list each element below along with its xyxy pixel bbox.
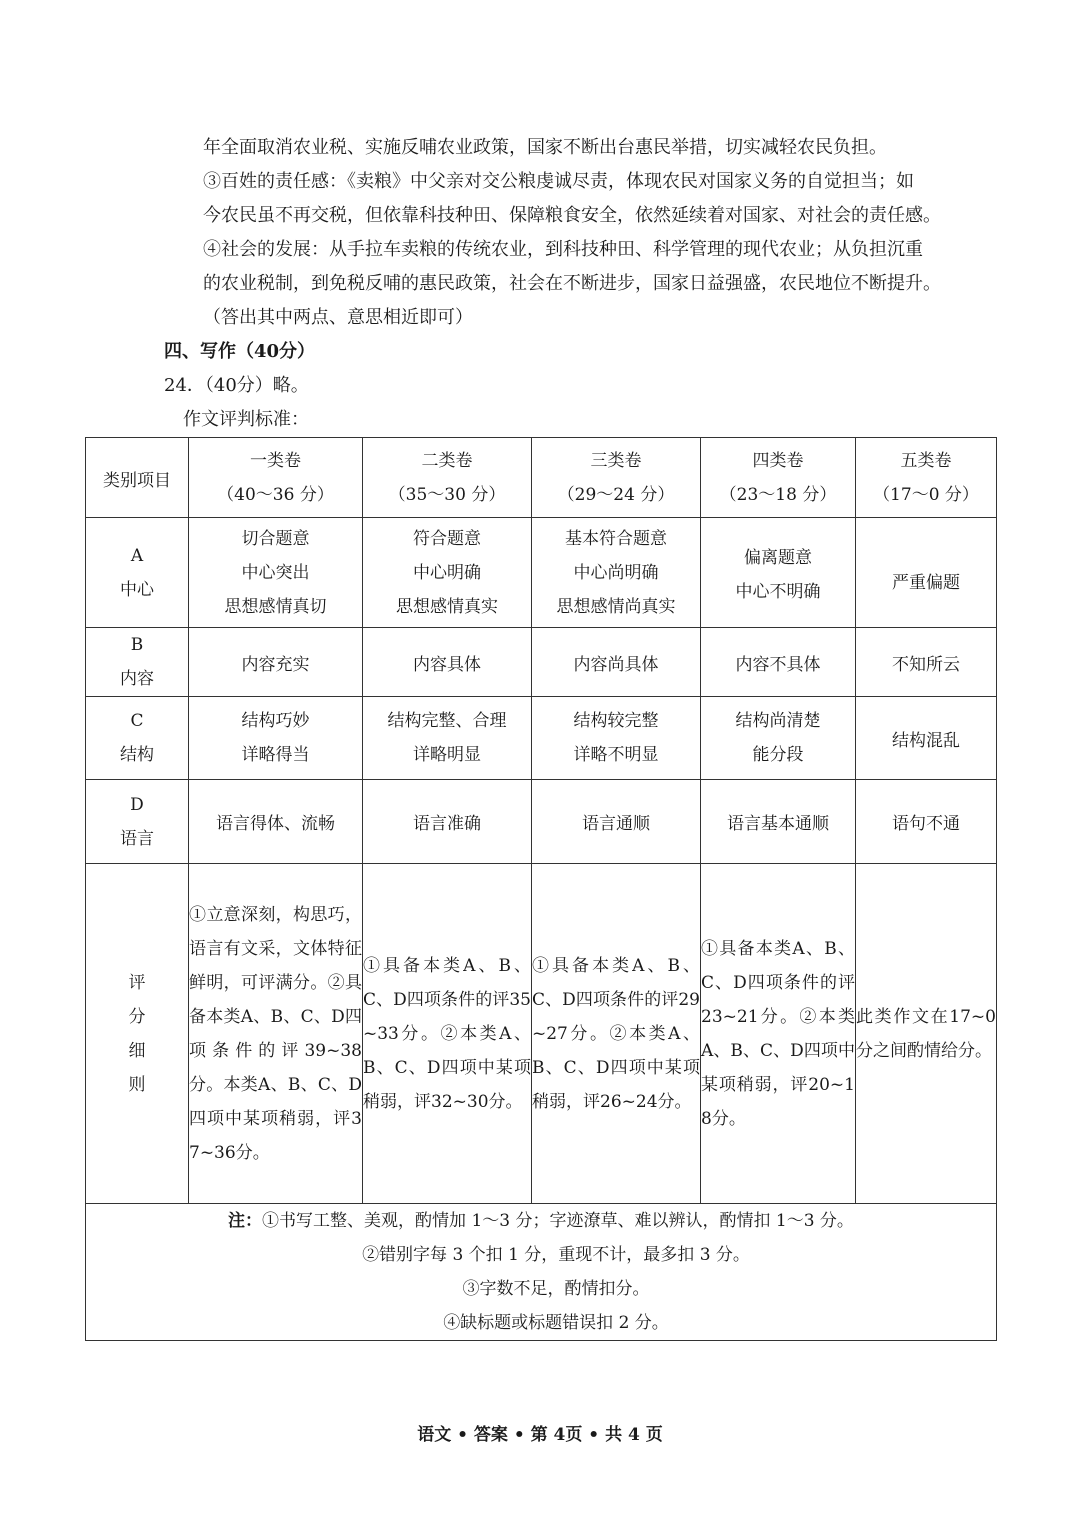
table-cell: ①具备本类A、B、C、D四项条件的评29~27分。②本类A、B、C、D四项中某项稍弱，评26~24分。 <box>532 864 701 1204</box>
paragraph-line: ③百姓的责任感：《卖粮》中父亲对交公粮虔诚尽责，体现农民对国家义务的自觉担当；如 <box>203 171 914 192</box>
note-item: ④缺标题或标题错误扣 2 分。 <box>443 1313 669 1333</box>
header-corner: 类别项目 <box>86 438 189 518</box>
row-label: D 语言 <box>86 780 189 864</box>
row-label: B 内容 <box>86 628 189 697</box>
table-row-a <box>86 518 997 628</box>
table-cell: 结构较完整 详略不明显 <box>532 697 701 780</box>
table-cell: 基本符合题意 中心尚明确 思想感情尚真实 <box>532 518 701 628</box>
table-cell: 内容尚具体 <box>532 628 701 697</box>
header-col-3: 三类卷 （29～24 分） <box>532 438 701 518</box>
table-cell: 语言准确 <box>363 780 532 864</box>
table-cell: 语句不通 <box>856 780 997 864</box>
page-footer: 语文 • 答案 • 第 4页 • 共 4 页 <box>417 1425 663 1445</box>
table-cell: 内容不具体 <box>701 628 856 697</box>
paragraph-line: 年全面取消农业税、实施反哺农业政策，国家不断出台惠民举措，切实减轻农民负担。 <box>203 137 887 158</box>
table-cell: 语言通顺 <box>532 780 701 864</box>
table-notes-row <box>86 1204 997 1341</box>
table-header-row <box>86 438 997 518</box>
paragraph-line: 今农民虽不再交税，但依靠科技种田、保障粮食安全，依然延续着对国家、对社会的责任感。 <box>203 205 941 226</box>
notes-label: 注： <box>228 1211 263 1231</box>
paragraph-line: 的农业税制，到免税反哺的惠民政策，社会在不断进步，国家日益强盛，农民地位不断提升。 <box>203 273 941 294</box>
row-label: A 中心 <box>86 518 189 628</box>
note-item: ①书写工整、美观，酌情加 1～3 分；字迹潦草、难以辨认，酌情扣 1～3 分。 <box>262 1211 854 1231</box>
table-row-d <box>86 780 997 864</box>
section-title: 四、写作（40分） <box>164 341 316 362</box>
table-cell: 结构巧妙 详略得当 <box>189 697 363 780</box>
note-item: ②错别字每 3 个扣 1 分，重现不计，最多扣 3 分。 <box>362 1245 750 1265</box>
table-cell: 符合题意 中心明确 思想感情真实 <box>363 518 532 628</box>
table-cell: 严重偏题 <box>856 518 997 628</box>
table-cell: 语言基本通顺 <box>701 780 856 864</box>
table-cell: 内容充实 <box>189 628 363 697</box>
table-cell: 不知所云 <box>856 628 997 697</box>
table-cell: 偏离题意 中心不明确 <box>701 518 856 628</box>
row-label: 评 分 细 则 <box>86 864 189 1204</box>
grading-table <box>85 437 997 1341</box>
table-cell: 内容具体 <box>363 628 532 697</box>
notes-cell <box>86 1204 997 1341</box>
table-cell: ①具备本类A、B、C、D四项条件的评35~33分。②本类A、B、C、D四项中某项稍弱，评32~30分。 <box>363 864 532 1204</box>
header-col-4: 四类卷 （23～18 分） <box>701 438 856 518</box>
row-label: C 结构 <box>86 697 189 780</box>
criteria-title: 作文评判标准： <box>183 409 309 430</box>
table-cell: 结构完整、合理 详略明显 <box>363 697 532 780</box>
table-cell: 此类作文在17~0分之间酌情给分。 <box>856 864 997 1204</box>
header-col-5: 五类卷 （17～0 分） <box>856 438 997 518</box>
table-cell: 结构尚清楚 能分段 <box>701 697 856 780</box>
table-cell: 结构混乱 <box>856 697 997 780</box>
table-row-b <box>86 628 997 697</box>
table-cell: ①具备本类A、B、C、D四项条件的评23~21分。②本类A、B、C、D四项中某项稍弱，评20~18分。 <box>701 864 856 1204</box>
question-line: 24．（40分）略。 <box>164 375 309 396</box>
note-item: ③字数不足，酌情扣分。 <box>462 1279 650 1299</box>
table-row-detail <box>86 864 997 1204</box>
table-row-c <box>86 697 997 780</box>
table-cell: 切合题意 中心突出 思想感情真切 <box>189 518 363 628</box>
paragraph-line: ④社会的发展：从手拉车卖粮的传统农业，到科技种田、科学管理的现代农业；从负担沉重 <box>203 239 923 260</box>
table-cell: ①立意深刻，构思巧，语言有文采，文体特征鲜明，可评满分。②具备本类A、B、C、D四项条件的评39~38分。本类A、B、C、D四项中某项稍弱，评37~36分。 <box>189 864 363 1204</box>
header-col-2: 二类卷 （35～30 分） <box>363 438 532 518</box>
table-cell: 语言得体、流畅 <box>189 780 363 864</box>
header-col-1: 一类卷 （40～36 分） <box>189 438 363 518</box>
paragraph-line: （答出其中两点、意思相近即可） <box>203 307 473 328</box>
